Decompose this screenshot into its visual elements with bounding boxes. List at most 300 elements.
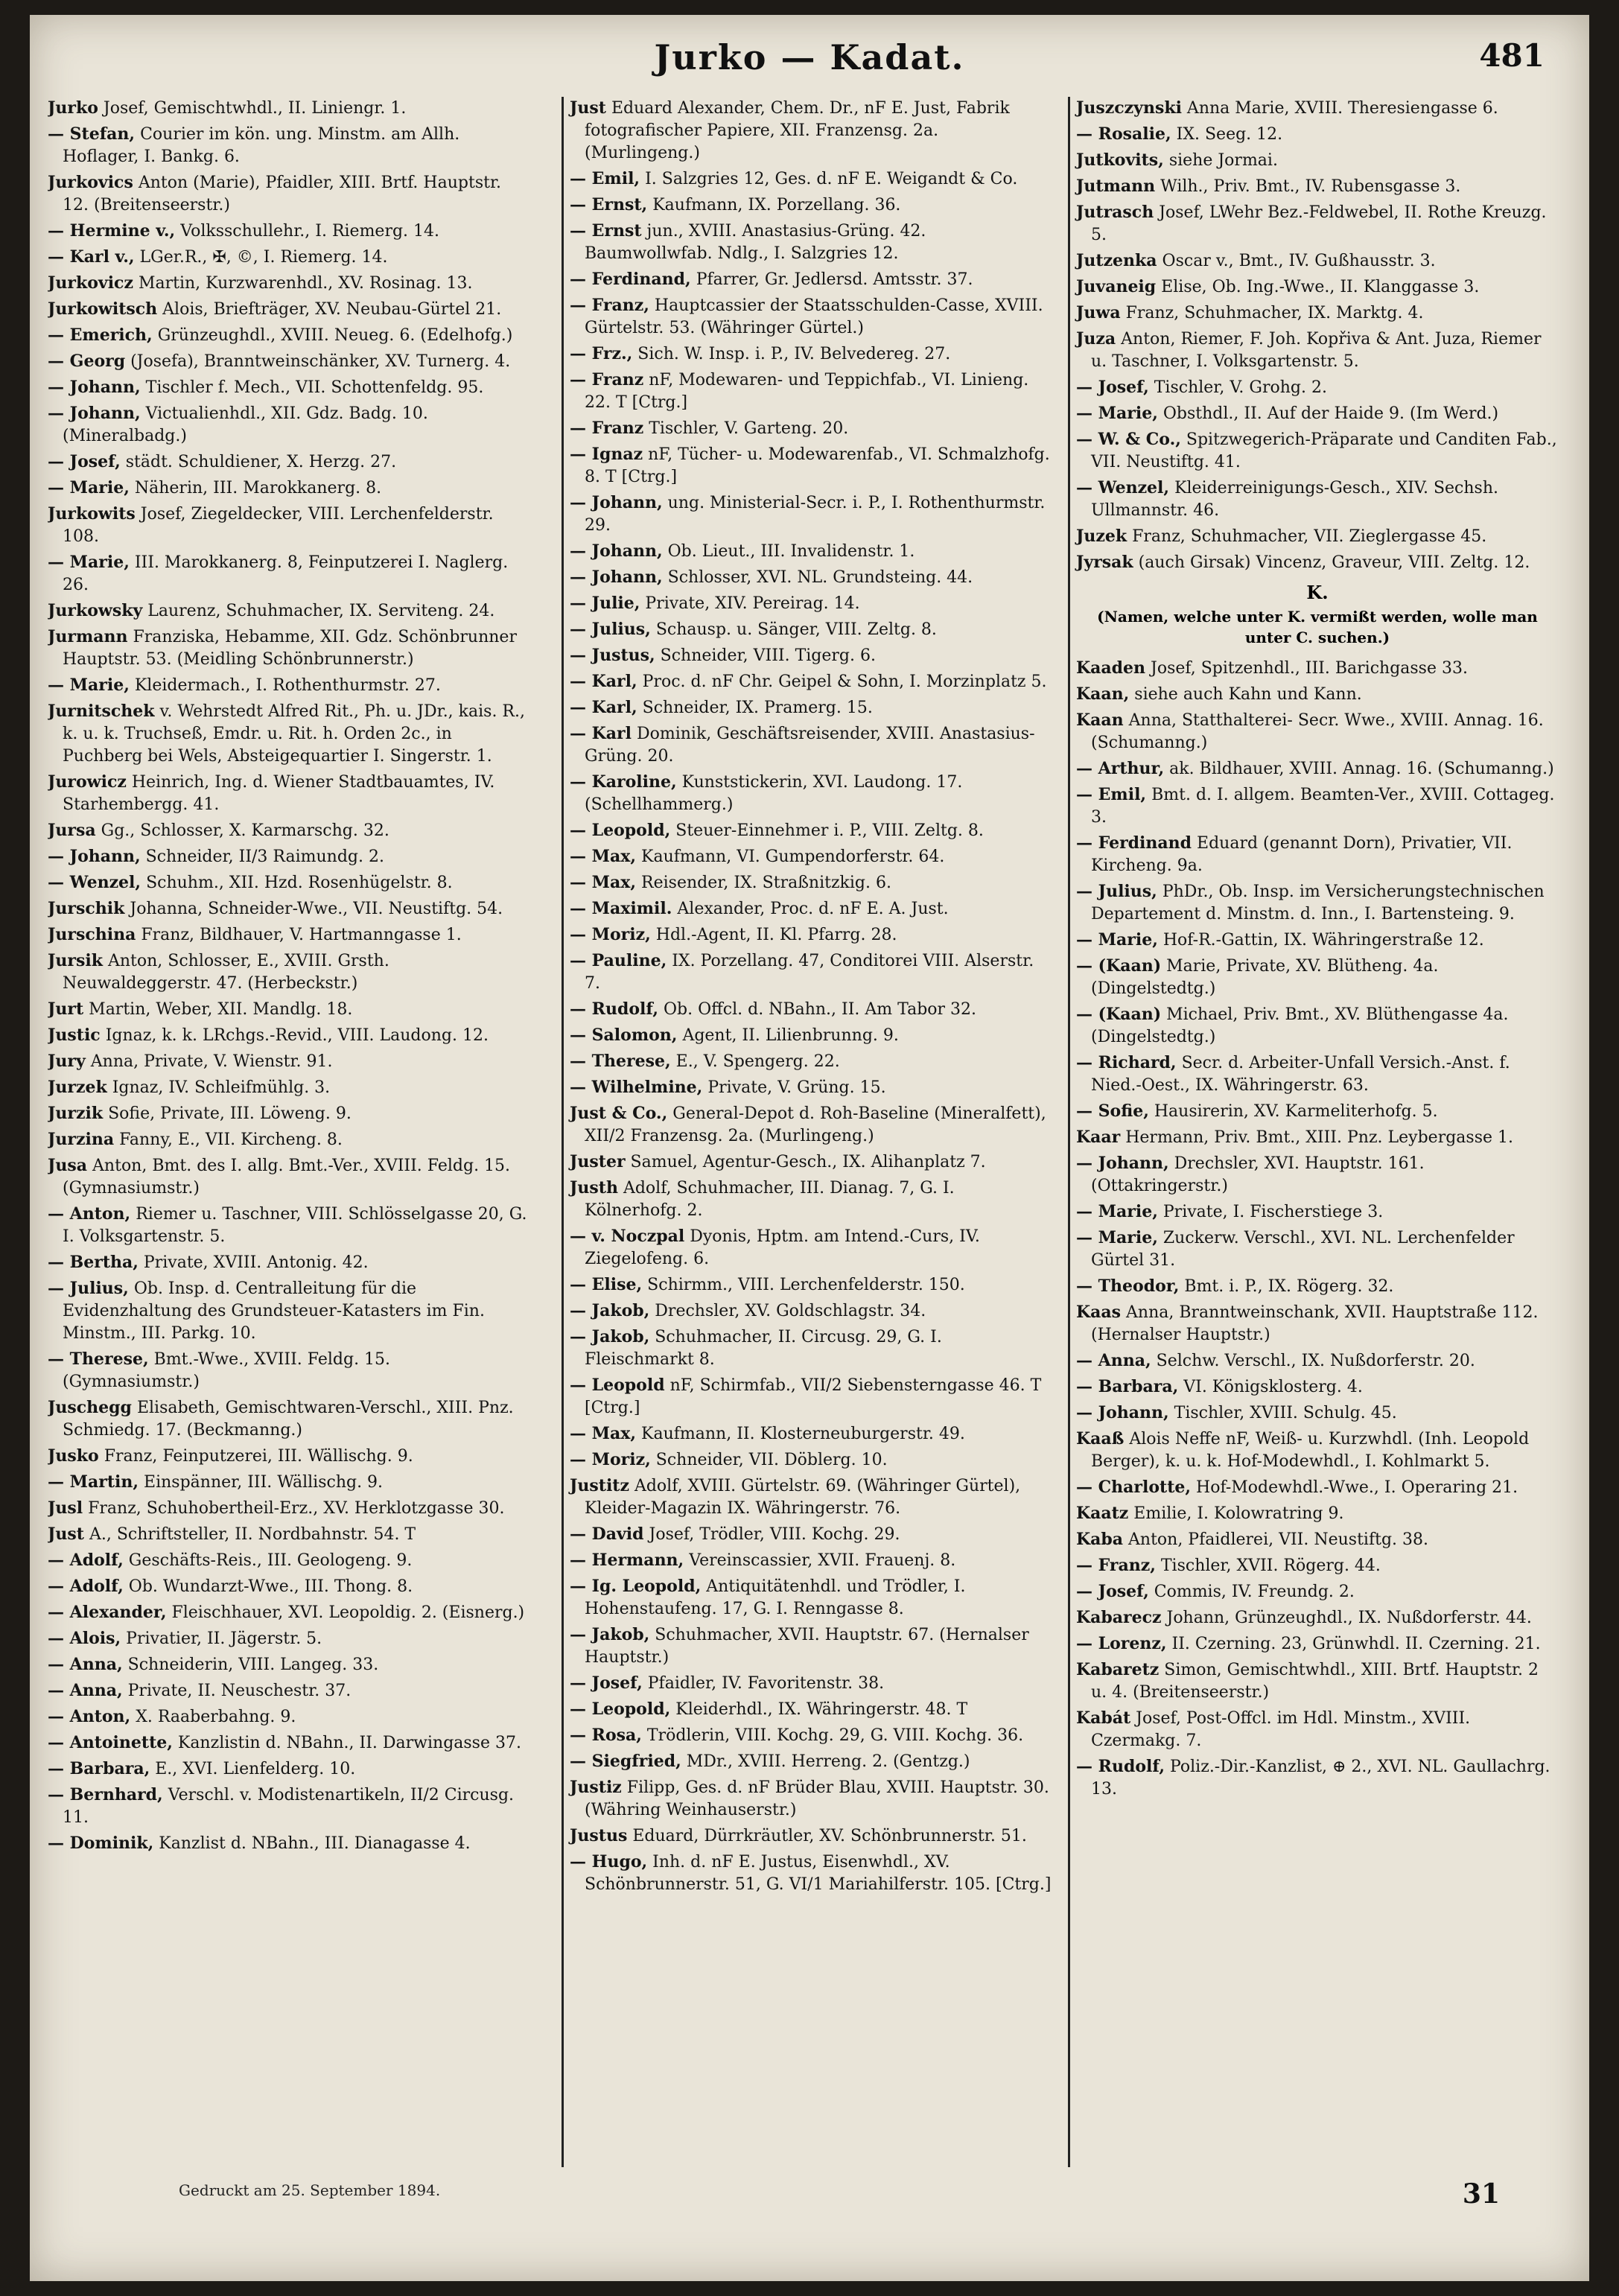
directory-entry (570, 566, 1052, 589)
entry-details: Adolf, XVIII. Gürtelstr. 69. (Währinger Gürtel), Kleider-Magazin IX. Währingerstr. 76. (585, 1477, 1021, 1518)
entry-surname: Kaan (1076, 710, 1124, 730)
entry-details: Josef, Ziegeldecker, VIII. Lerchenfelderstr. 108. (63, 505, 494, 546)
directory-entry (48, 1251, 530, 1274)
entry-details: Anton, Schlosser, E., XVIII. Grsth. Neuwaldeggerstr. 47. (Herbeckstr.) (63, 952, 389, 993)
entry-surname: — Leopold, (570, 821, 671, 840)
entry-surname: Jursik (48, 951, 103, 970)
entry-surname: — Georg (48, 352, 126, 371)
entry-details: Tischler, V. Garteng. 20. (643, 419, 849, 438)
entry-details: nF, Modewaren- und Teppichfab., VI. Linieng. 22. T [Ctrg.] (585, 371, 1029, 412)
entry-surname: — Charlotte, (1076, 1478, 1192, 1497)
entry-surname: Jurzina (48, 1130, 115, 1149)
directory-entry (48, 1784, 530, 1829)
entry-details: v. Wehrstedt Alfred Rit., Ph. u. JDr., kais. R., k. u. k. Truchseß, Emdr. u. Rit. h. Orden 2c., in Puchberg bei Wels, Absteigequartier I. Singerstr. 1. (63, 702, 525, 766)
entry-surname: — Moriz, (570, 1450, 651, 1469)
entry-details: Kaufmann, IX. Porzellang. 36. (647, 196, 901, 214)
directory-entry (48, 1731, 530, 1755)
entry-details: Anton, Bmt. des I. allg. Bmt.-Ver., XVIII. Feldg. 15. (Gymnasiumstr.) (63, 1157, 511, 1198)
entry-surname: — Julius, (1076, 882, 1157, 901)
entry-surname: Jurko (48, 98, 98, 118)
directory-entry (48, 600, 530, 623)
entry-details: Kanzlist d. NBahn., III. Dianagasse 4. (153, 1834, 471, 1853)
entry-details: Alois, Briefträger, XV. Neubau-Gürtel 21. (157, 300, 502, 319)
directory-entry (1076, 302, 1559, 325)
entry-surname: — Hermann, (570, 1551, 684, 1570)
directory-entry (570, 1698, 1052, 1721)
entry-details: Proc. d. nF Chr. Geipel & Sohn, I. Morzinplatz 5. (637, 672, 1047, 691)
directory-entry (48, 376, 530, 399)
directory-entry (1076, 1755, 1559, 1801)
entry-surname: — Johann, (1076, 1154, 1169, 1173)
entry-surname: — Dominik, (48, 1834, 154, 1853)
entry-surname: — Alexander, (48, 1603, 167, 1622)
entry-surname: — Johann, (1076, 1403, 1169, 1422)
entry-surname: — Karl v., (48, 247, 135, 267)
entry-details: X. Raaberbahng. 9. (130, 1708, 296, 1726)
entry-surname: — Josef, (1076, 378, 1149, 397)
entry-details: Privatier, II. Jägerstr. 5. (121, 1629, 322, 1648)
entry-details: Sofie, Private, III. Löweng. 9. (103, 1104, 352, 1123)
entry-details: Anna, Branntweinschank, XVII. Hauptstraße 112. (Hernalser Hauptstr.) (1091, 1303, 1539, 1344)
entry-surname: — Josef, (48, 452, 121, 471)
directory-entry (1076, 175, 1559, 198)
entry-details: Franziska, Hebamme, XII. Gdz. Schönbrunner Hauptstr. 53. (Meidling Schönbrunnerstr.) (63, 628, 517, 669)
directory-entry (570, 1776, 1052, 1822)
entry-surname: Jusko (48, 1446, 99, 1466)
entry-surname: Kaba (1076, 1530, 1124, 1549)
entry-details: Hdl.-Agent, II. Kl. Pfarrg. 28. (650, 926, 897, 944)
entry-surname: — Leopold, (570, 1699, 671, 1719)
entry-details: Kleiderhdl., IX. Währingerstr. 48. T (670, 1700, 968, 1719)
print-date: Gedruckt am 25. September 1894. (179, 2181, 441, 2199)
entry-details: Josef, LWehr Bez.-Feldwebel, II. Rothe Kreuzg. 5. (1091, 203, 1547, 244)
directory-columns (48, 97, 1571, 2167)
entry-surname: Just (48, 1524, 84, 1544)
directory-entry (570, 670, 1052, 693)
entry-details: Alexander, Proc. d. nF E. A. Just. (672, 900, 949, 918)
entry-details: LGer.R., ✠, ©, I. Riemerg. 14. (134, 248, 388, 267)
directory-entry (48, 272, 530, 295)
entry-surname: Juzek (1076, 527, 1127, 546)
entry-details: A., Schriftsteller, II. Nordbahnstr. 54. T (83, 1525, 416, 1544)
directory-entry (1076, 1003, 1559, 1049)
entry-surname: Justic (48, 1025, 101, 1045)
entry-details: Franz, Schuhmacher, VII. Zieglergasse 45. (1127, 527, 1487, 546)
entry-surname: Jurkowitsch (48, 299, 158, 319)
entry-details: Simon, Gemischtwhdl., XIII. Brtf. Hauptstr. 2 u. 4. (Breitenseerstr.) (1091, 1661, 1539, 1702)
entry-details: Hauptcassier der Staatsschulden-Casse, XVIII. Gürtelstr. 53. (Währinger Gürtel.) (585, 296, 1043, 337)
directory-entry (48, 845, 530, 868)
directory-entry (1076, 1100, 1559, 1123)
entry-details: Johanna, Schneider-Wwe., VII. Neustiftg. 54. (124, 900, 503, 918)
entry-surname: — Hugo, (570, 1852, 648, 1872)
entry-surname: — Theodor, (1076, 1276, 1180, 1296)
entry-surname: — Wilhelmine, (570, 1078, 703, 1097)
entry-surname: Jutzenka (1076, 251, 1157, 270)
entry-surname: — Ernst, (570, 195, 648, 214)
entry-details: Sich. W. Insp. i. P., IV. Belvedereg. 27. (632, 345, 951, 363)
entry-details: Pfarrer, Gr. Jedlersd. Amtsstr. 37. (690, 270, 973, 289)
entry-details: Einspänner, III. Wällischg. 9. (139, 1473, 384, 1492)
entry-details: Filipp, Ges. d. nF Brüder Blau, XVIII. Hauptstr. 30. (Währing Weinhauserstr.) (585, 1778, 1049, 1819)
entry-surname: — Richard, (1076, 1053, 1177, 1072)
entry-details: Tischler f. Mech., VII. Schottenfeldg. 95. (140, 378, 484, 397)
entry-details: Kunststickerin, XVI. Laudong. 17. (Schellhammerg.) (585, 773, 963, 814)
directory-entry (570, 1750, 1052, 1773)
directory-entry (48, 171, 530, 217)
entry-details: Spitzwegerich-Präparate und Canditen Fab., VII. Neustiftg. 41. (1091, 430, 1557, 471)
directory-entry (1076, 328, 1559, 373)
directory-entry (48, 298, 530, 321)
entry-surname: Juschegg (48, 1398, 132, 1417)
directory-entry (48, 871, 530, 894)
entry-details: Private, XIV. Pereirag. 14. (640, 594, 860, 613)
entry-details: Bmt. d. I. allgem. Beamten-Ver., XVIII. Cottageg. 3. (1091, 786, 1555, 827)
entry-details: II. Czerning. 23, Grünwhdl. II. Czerning. 21. (1166, 1635, 1541, 1653)
entry-details: Franz, Schuhobertheil-Erz., XV. Herklotzgasse 30. (83, 1499, 505, 1518)
entry-details: Obsthdl., II. Auf der Haide 9. (Im Werd.) (1157, 404, 1499, 423)
entry-details: Vereinscassier, XVII. Frauenj. 8. (684, 1551, 956, 1570)
entry-details: PhDr., Ob. Insp. im Versicherungstechnischen Departement d. Minstm. d. Inn., I. Bartensteing. 9. (1091, 883, 1545, 923)
directory-entry (570, 845, 1052, 868)
directory-entry (1076, 1275, 1559, 1298)
directory-entry (570, 492, 1052, 537)
entry-details: Anna, Private, V. Wienstr. 91. (85, 1052, 333, 1071)
entry-details: Riemer u. Taschner, VIII. Schlösselgasse 20, G. I. Volksgartenstr. 5. (63, 1205, 527, 1246)
entry-surname: Jutmann (1076, 177, 1156, 196)
entry-surname: — Rosa, (570, 1726, 642, 1745)
directory-entry (48, 1348, 530, 1393)
entry-surname: — Elise, (570, 1275, 643, 1294)
entry-details: Michael, Priv. Bmt., XV. Blüthengasse 4a. (Dingelstedtg.) (1091, 1005, 1509, 1046)
entry-details: Ignaz, IV. Schleifmühlg. 3. (106, 1078, 331, 1097)
entry-details: nF, Tücher- u. Modewarenfab., VI. Schmalzhofg. 8. T [Ctrg.] (585, 445, 1050, 486)
entry-surname: — Frz., (570, 344, 633, 363)
entry-details: IX. Seeg. 12. (1171, 125, 1283, 144)
entry-details: ak. Bildhauer, XVIII. Annag. 16. (Schumanng.) (1164, 760, 1554, 778)
entry-surname: — Marie, (1076, 404, 1158, 423)
directory-entry (1076, 525, 1559, 548)
entry-surname: — Jakob, (570, 1301, 650, 1320)
entry-details: Tischler, XVIII. Schulg. 45. (1168, 1404, 1397, 1422)
directory-entry (48, 350, 530, 373)
directory-entry (48, 1575, 530, 1598)
entry-details: Schuhm., XII. Hzd. Rosenhügelstr. 8. (141, 874, 453, 892)
entry-details: Schuhmacher, XVII. Hauptstr. 67. (Hernalser Hauptstr.) (585, 1626, 1029, 1667)
directory-entry (48, 1445, 530, 1468)
entry-surname: — Julius, (570, 620, 651, 639)
directory-entry (570, 871, 1052, 894)
directory-entry (570, 897, 1052, 920)
entry-details: Anton (Marie), Pfaidler, XIII. Brtf. Hauptstr. 12. (Breitenseerstr.) (63, 174, 502, 214)
section-letter-heading: K. (1306, 582, 1329, 603)
directory-entry (1076, 149, 1559, 172)
entry-details: Kleidermach., I. Rothenthurmstr. 27. (129, 676, 441, 695)
entry-details: Elisabeth, Gemischtwaren-Verschl., XIII. Pnz. Schmiedg. 17. (Beckmanng.) (63, 1399, 514, 1440)
directory-entry (48, 220, 530, 243)
directory-entry (570, 1151, 1052, 1174)
entry-surname: — Karl, (570, 698, 637, 717)
entry-surname: Jurschik (48, 899, 125, 918)
entry-surname: — Rudolf, (570, 999, 658, 1019)
entry-surname: — Franz, (570, 296, 649, 315)
entry-details: Josef, Gemischtwhdl., II. Liniengr. 1. (98, 99, 407, 118)
entry-surname: — Franz (570, 370, 644, 389)
entry-surname: Jury (48, 1052, 86, 1071)
entry-details: Josef, Post-Offcl. im Hdl. Minstm., XVIII. Czermakg. 7. (1091, 1709, 1471, 1750)
entry-details: Schneider, VII. Döblerg. 10. (650, 1451, 888, 1469)
directory-entry (48, 771, 530, 816)
entry-details: Tischler, V. Grohg. 2. (1148, 378, 1327, 397)
entry-details: städt. Schuldiener, X. Herzg. 27. (120, 453, 397, 471)
directory-entry (48, 1203, 530, 1248)
entry-details: Josef, Trödler, VIII. Kochg. 29. (643, 1525, 900, 1544)
entry-surname: Kabát (1076, 1708, 1131, 1728)
entry-details: Zuckerw. Verschl., XVI. NL. Lerchenfelder Gürtel 31. (1091, 1229, 1515, 1270)
entry-surname: — Salomon, (570, 1025, 678, 1045)
entry-surname: — Pauline, (570, 951, 667, 970)
entry-details: Ob. Lieut., III. Invalidenstr. 1. (662, 542, 915, 561)
directory-entry (48, 97, 530, 120)
directory-entry (570, 1672, 1052, 1695)
directory-entry (1076, 376, 1559, 399)
directory-entry (570, 696, 1052, 719)
directory-entry (1076, 428, 1559, 474)
entry-surname: Jusa (48, 1156, 88, 1175)
directory-entry (570, 644, 1052, 667)
entry-details: Volksschullehr., I. Riemerg. 14. (175, 222, 440, 241)
entry-details: Fanny, E., VII. Kircheng. 8. (114, 1130, 343, 1149)
entry-surname: — Justus, (570, 646, 655, 665)
entry-surname: Jusl (48, 1498, 83, 1518)
directory-entry (48, 1832, 530, 1855)
directory-entry (570, 1523, 1052, 1546)
entry-surname: Juza (1076, 329, 1116, 349)
entry-surname: — Marie, (1076, 1228, 1158, 1247)
directory-entry (48, 1128, 530, 1151)
entry-surname: — David (570, 1524, 644, 1544)
entry-surname: Kaaden (1076, 658, 1146, 678)
entry-details: Emilie, I. Kolowratring 9. (1128, 1504, 1344, 1523)
directory-entry (1076, 1402, 1559, 1425)
directory-entry (48, 1601, 530, 1624)
entry-surname: — Siegfried, (570, 1752, 681, 1771)
entry-details: Secr. d. Arbeiter-Unfall Versich.-Anst. f. Nied.-Oest., IX. Währingerstr. 63. (1091, 1054, 1510, 1095)
directory-entry (570, 1024, 1052, 1047)
entry-surname: — Wenzel, (1076, 478, 1170, 497)
directory-entry (48, 700, 530, 768)
entry-details: I. Salzgries 12, Ges. d. nF E. Weigandt & Co. (640, 170, 1018, 188)
entry-surname: — Ferdinand (1076, 833, 1192, 853)
entry-details: Schausp. u. Sänger, VIII. Zeltg. 8. (650, 620, 937, 639)
entry-surname: Justh (570, 1178, 618, 1198)
entry-surname: Juster (570, 1152, 626, 1171)
entry-surname: — Johann, (570, 493, 663, 512)
entry-details: Franz, Feinputzerei, III. Wällischg. 9. (98, 1447, 413, 1466)
directory-entry (1076, 1632, 1559, 1656)
entry-surname: — Max, (570, 1424, 637, 1443)
directory-entry (48, 626, 530, 671)
page-title: Jurko — Kadat. (654, 37, 965, 77)
entry-details: Eduard, Dürrkräutler, XV. Schönbrunnerstr. 51. (627, 1827, 1027, 1845)
directory-entry (48, 1497, 530, 1520)
entry-details: Schneider, IX. Pramerg. 15. (637, 699, 873, 717)
directory-entry (48, 1549, 530, 1572)
directory-entry (1076, 1152, 1559, 1198)
entry-surname: — Lorenz, (1076, 1634, 1167, 1653)
entry-surname: Justiz (570, 1778, 622, 1797)
entry-details: Anton, Pfaidlerei, VII. Neustiftg. 38. (1123, 1530, 1429, 1549)
entry-details: Commis, IV. Freundg. 2. (1148, 1583, 1355, 1601)
directory-entry (48, 503, 530, 548)
entry-surname: — Johann, (48, 378, 141, 397)
entry-details: Oscar v., Bmt., IV. Gußhausstr. 3. (1157, 252, 1436, 270)
entry-details: Fleischhauer, XVI. Leopoldig. 2. (Eisnerg.) (166, 1603, 525, 1622)
directory-entry (48, 998, 530, 1021)
directory-entry (48, 1076, 530, 1099)
entry-surname: Kaar (1076, 1128, 1121, 1147)
section-note: (Namen, welche unter K. vermißt werden, wolle man unter C. suchen.) (1097, 608, 1538, 646)
entry-surname: — Ig. Leopold, (570, 1577, 702, 1596)
entry-surname: Kabaretz (1076, 1660, 1160, 1679)
entry-surname: Jurnitschek (48, 702, 155, 721)
entry-surname: — Marie, (1076, 1202, 1158, 1221)
entry-details: Steuer-Einnehmer i. P., VIII. Zeltg. 8. (670, 821, 984, 840)
entry-details: Eduard (genannt Dorn), Privatier, VII. Kircheng. 9a. (1091, 834, 1513, 875)
entry-surname: — Franz (570, 419, 644, 438)
entry-details: Trödlerin, VIII. Kochg. 29, G. VIII. Kochg. 36. (641, 1726, 1024, 1745)
entry-surname: — Anton, (48, 1204, 131, 1224)
entry-details: Franz, Schuhmacher, IX. Marktg. 4. (1120, 304, 1424, 322)
entry-details: Hof-R.-Gattin, IX. Währingerstraße 12. (1157, 931, 1484, 950)
entry-surname: Jurt (48, 999, 84, 1019)
directory-entry (570, 1724, 1052, 1747)
entry-surname: Jurmann (48, 627, 128, 646)
entry-surname: Jursa (48, 821, 96, 840)
entry-surname: — Alois, (48, 1629, 121, 1648)
entry-surname: Jurkowsky (48, 601, 143, 620)
directory-entry (570, 343, 1052, 366)
entry-surname: — Leopold (570, 1376, 665, 1395)
entry-surname: — Marie, (48, 478, 130, 497)
directory-entry (1076, 757, 1559, 780)
entry-details: Schneiderin, VIII. Langeg. 33. (122, 1656, 379, 1674)
entry-surname: — Adolf, (48, 1551, 124, 1570)
entry-surname: — Stefan, (48, 124, 136, 144)
entry-details: Hof-Modewhdl.-Wwe., I. Operaring 21. (1191, 1478, 1518, 1497)
entry-details: Tischler, XVII. Rögerg. 44. (1155, 1556, 1381, 1575)
entry-details: Laurenz, Schuhmacher, IX. Serviteng. 24. (142, 602, 495, 620)
directory-entry (570, 97, 1052, 165)
directory-entry (570, 1851, 1052, 1896)
entry-surname: Justitz (570, 1476, 629, 1495)
entry-surname: — Franz, (1076, 1556, 1156, 1575)
directory-entry (1076, 1580, 1559, 1603)
entry-surname: Kaas (1076, 1303, 1122, 1322)
directory-entry (570, 268, 1052, 291)
entry-details: Gg., Schlosser, X. Karmarschg. 32. (95, 821, 389, 840)
entry-surname: Juszczynski (1076, 98, 1182, 118)
directory-entry (1076, 249, 1559, 273)
directory-entry (48, 246, 530, 269)
entry-details: Private, I. Fischerstiege 3. (1157, 1203, 1384, 1221)
directory-entry (1076, 1126, 1559, 1149)
entry-surname: — Therese, (570, 1052, 671, 1071)
entry-details: Drechsler, XVI. Hauptstr. 161. (Ottakringerstr.) (1091, 1154, 1425, 1195)
directory-entry (48, 1102, 530, 1125)
entry-surname: — Marie, (48, 553, 130, 572)
directory-entry (570, 294, 1052, 340)
entry-details: Grünzeughdl., XVIII. Neueg. 6. (Edelhofg.) (152, 326, 513, 345)
entry-surname: — Anna, (48, 1681, 123, 1700)
entry-details: Johann, Grünzeughdl., IX. Nußdorferstr. 44. (1161, 1609, 1532, 1627)
directory-entry (570, 194, 1052, 217)
entry-details: siehe auch Kahn und Kann. (1129, 685, 1362, 704)
directory-entry (570, 1076, 1052, 1099)
entry-details: Verschl. v. Modistenartikeln, II/2 Circusg. 11. (63, 1786, 515, 1827)
directory-entry (48, 451, 530, 474)
directory-entry (570, 950, 1052, 995)
entry-surname: Kaan, (1076, 684, 1130, 704)
entry-surname: — Ignaz (570, 445, 643, 464)
directory-entry (48, 1024, 530, 1047)
directory-entry (1076, 1476, 1559, 1499)
entry-details: Anna Marie, XVIII. Theresiengasse 6. (1181, 99, 1498, 118)
entry-details: Anton, Riemer, F. Joh. Kopřiva & Ant. Juza, Riemer u. Taschner, I. Volksgartenstr. 5. (1091, 330, 1542, 371)
entry-surname: — Moriz, (570, 925, 651, 944)
directory-entry (1076, 783, 1559, 829)
page-number: 481 (1479, 37, 1545, 74)
entry-details: Kleiderreinigungs-Gesch., XIV. Sechsh. Ullmannstr. 46. (1091, 479, 1498, 520)
entry-surname: — W. & Co., (1076, 430, 1181, 449)
directory-entry (570, 1448, 1052, 1472)
entry-surname: — Arthur, (1076, 759, 1165, 778)
directory-entry (1076, 1659, 1559, 1704)
document-page (30, 15, 1589, 2281)
directory-entry (570, 1575, 1052, 1621)
entry-details: MDr., XVIII. Herreng. 2. (Gentzg.) (681, 1752, 970, 1771)
entry-details: IX. Porzellang. 47, Conditorei VIII. Alserstr. 7. (585, 952, 1034, 993)
entry-details: ung. Ministerial-Secr. i. P., I. Rothenthurmstr. 29. (585, 494, 1046, 535)
entry-surname: — Jakob, (570, 1327, 650, 1346)
directory-entry (570, 220, 1052, 265)
entry-details: Courier im kön. ung. Minstm. am Allh. Hoflager, I. Bankg. 6. (63, 125, 460, 166)
directory-entry (48, 819, 530, 842)
entry-details: (Josefa), Branntweinschänker, XV. Turnerg. 4. (125, 352, 511, 371)
entry-surname: Jyrsak (1076, 553, 1133, 572)
entry-surname: — Antoinette, (48, 1733, 173, 1752)
entry-details: Kaufmann, VI. Gumpendorferstr. 64. (636, 848, 945, 866)
entry-details: Josef, Spitzenhdl., III. Barichgasse 33. (1145, 659, 1468, 678)
entry-surname: Jutrasch (1076, 203, 1154, 222)
entry-details: Bmt.-Wwe., XVIII. Feldg. 15. (Gymnasiumstr.) (63, 1350, 391, 1391)
entry-details: Private, II. Neuschestr. 37. (122, 1682, 352, 1700)
entry-surname: Jurowicz (48, 772, 127, 792)
directory-entry (570, 998, 1052, 1021)
entry-surname: Jurzik (48, 1104, 104, 1123)
entry-surname: — Emil, (1076, 785, 1147, 804)
entry-details: Martin, Kurzwarenhdl., XV. Rosinag. 13. (133, 274, 473, 293)
entry-details: (auch Girsak) Vincenz, Graveur, VIII. Zeltg. 12. (1133, 553, 1530, 572)
entry-surname: — Therese, (48, 1349, 149, 1369)
entry-details: VI. Königsklosterg. 4. (1178, 1378, 1363, 1396)
entry-surname: — Johann, (48, 404, 141, 423)
directory-entry (570, 1374, 1052, 1419)
entry-surname: — Karl (570, 724, 632, 743)
directory-entry (570, 1825, 1052, 1848)
directory-entry (1076, 929, 1559, 952)
entry-details: Anna, Statthalterei- Secr. Wwe., XVIII. Annag. 16. (Schumanng.) (1091, 711, 1544, 752)
